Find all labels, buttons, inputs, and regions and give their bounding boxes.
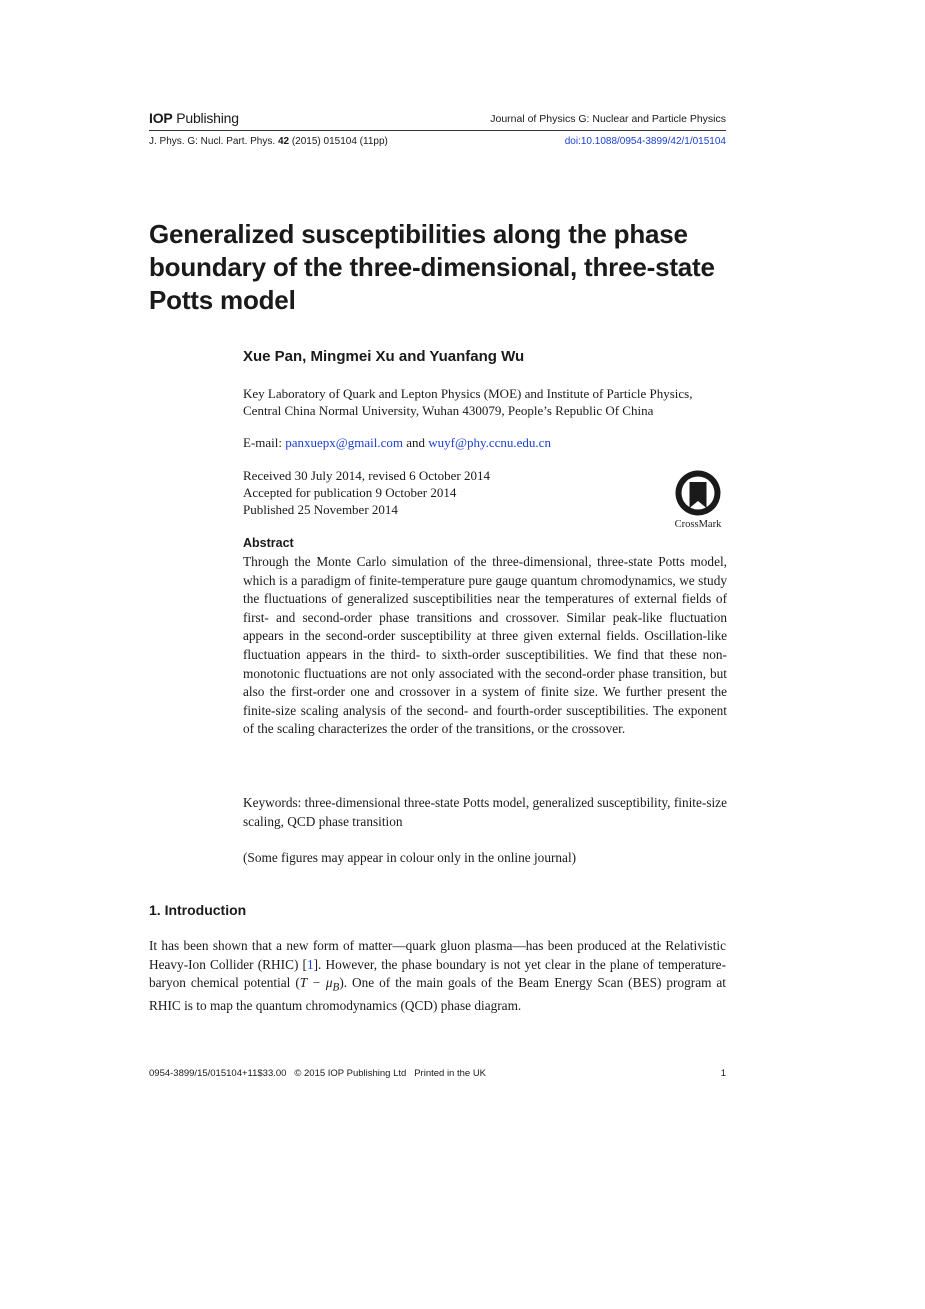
reference-link-1[interactable]: 1 <box>306 956 314 972</box>
email-and: and <box>403 435 429 450</box>
publisher-logo-rest: Publishing <box>172 110 239 126</box>
intro-text-2: ]. However, the phase boundary is not yet clear in the plane of temperature-baryon chemical potential ( <box>149 956 726 991</box>
page-footer <box>149 1068 726 1082</box>
intro-text-3: ). One of the main goals of the Beam Energy Scan (BES) program at RHIC is to map the quantum chromodynamics (QCD) phase diagram. <box>149 975 727 1014</box>
abstract-text: Through the Monte Carlo simulation of the three-dimensional, three-state Potts model, which is a paradigm of finite-temperature pure gauge quantum chromodynamics, we study the fluctuations of generalized susceptibilities near the temperatures of external fields of first- and second-order phase transitions and crossover. Similar peak-like fluctuation appears in the second-order susceptibility at three given external fields. Oscillation-like fluctuation appears in the third- to sixth-order susceptibilities. We find that these non-monotonic fluctuations are not only associated with the second-order phase transition, but also the first-order one and crossover in a system of finite size. We further present the finite-size scaling analysis of the second- and fourth-order susceptibilities. The exponent of the scaling characterizes the order of the transitions, or the crossover. <box>243 554 727 737</box>
math-subscript-b: B <box>332 981 340 994</box>
intro-text-1: It has been shown that a new form of matter—quark gluon plasma—has been produced at the Relativistic Heavy-Ion Collider (RHIC) [ <box>149 938 726 972</box>
email-label: E-mail: <box>243 435 286 450</box>
affiliation-line-1: Key Laboratory of Quark and Lepton Physics (MOE) and Institute of Particle Physics, <box>243 386 693 401</box>
citation-prefix: J. Phys. G: Nucl. Part. Phys. <box>149 136 278 147</box>
accepted-date: Accepted for publication 9 October 2014 <box>243 485 457 500</box>
article-title: Generalized susceptibilities along the phase boundary of the three-dimensional, three-state Potts model <box>149 219 715 315</box>
colour-note: (Some figures may appear in colour only in the online journal) <box>243 850 577 865</box>
published-date: Published 25 November 2014 <box>243 502 398 517</box>
citation-row <box>149 136 726 150</box>
publisher-logo-bold: IOP <box>149 110 173 126</box>
keywords: Keywords: three-dimensional three-state Potts model, generalized susceptibility, finite-size scaling, QCD phase transition <box>243 795 727 829</box>
affiliation <box>243 385 727 419</box>
math-t-mu: T − μ <box>299 975 333 991</box>
footer-copyright: 0954-3899/15/015104+11$33.00 © 2015 IOP Publishing Ltd Printed in the UK <box>149 1068 487 1079</box>
email-link-1[interactable]: panxuepx@gmail.com <box>285 435 403 450</box>
crossmark-badge[interactable] <box>668 469 728 531</box>
citation <box>149 136 388 147</box>
introduction-paragraph <box>149 937 726 1016</box>
page-number: 1 <box>720 1068 726 1079</box>
crossmark-label: CrossMark <box>674 519 722 530</box>
section-heading-introduction: 1. Introduction <box>149 902 247 918</box>
publication-dates <box>243 467 490 518</box>
running-header <box>149 110 726 131</box>
author-list: Xue Pan, Mingmei Xu and Yuanfang Wu <box>243 348 525 365</box>
publisher-logo <box>149 110 239 126</box>
affiliation-line-2: Central China Normal University, Wuhan 430079, People’s Republic Of China <box>243 403 654 418</box>
received-date: Received 30 July 2014, revised 6 October 2014 <box>243 468 490 483</box>
journal-name: Journal of Physics G: Nuclear and Particle Physics <box>490 113 726 125</box>
abstract-heading: Abstract <box>243 536 294 550</box>
citation-volume: 42 <box>277 136 290 147</box>
crossmark-icon <box>674 469 722 517</box>
citation-suffix: (2015) 015104 (11pp) <box>289 136 388 147</box>
doi-link[interactable]: doi:10.1088/0954-3899/42/1/015104 <box>564 136 726 147</box>
email-line <box>243 435 551 451</box>
email-link-2[interactable]: wuyf@phy.ccnu.edu.cn <box>428 435 551 450</box>
